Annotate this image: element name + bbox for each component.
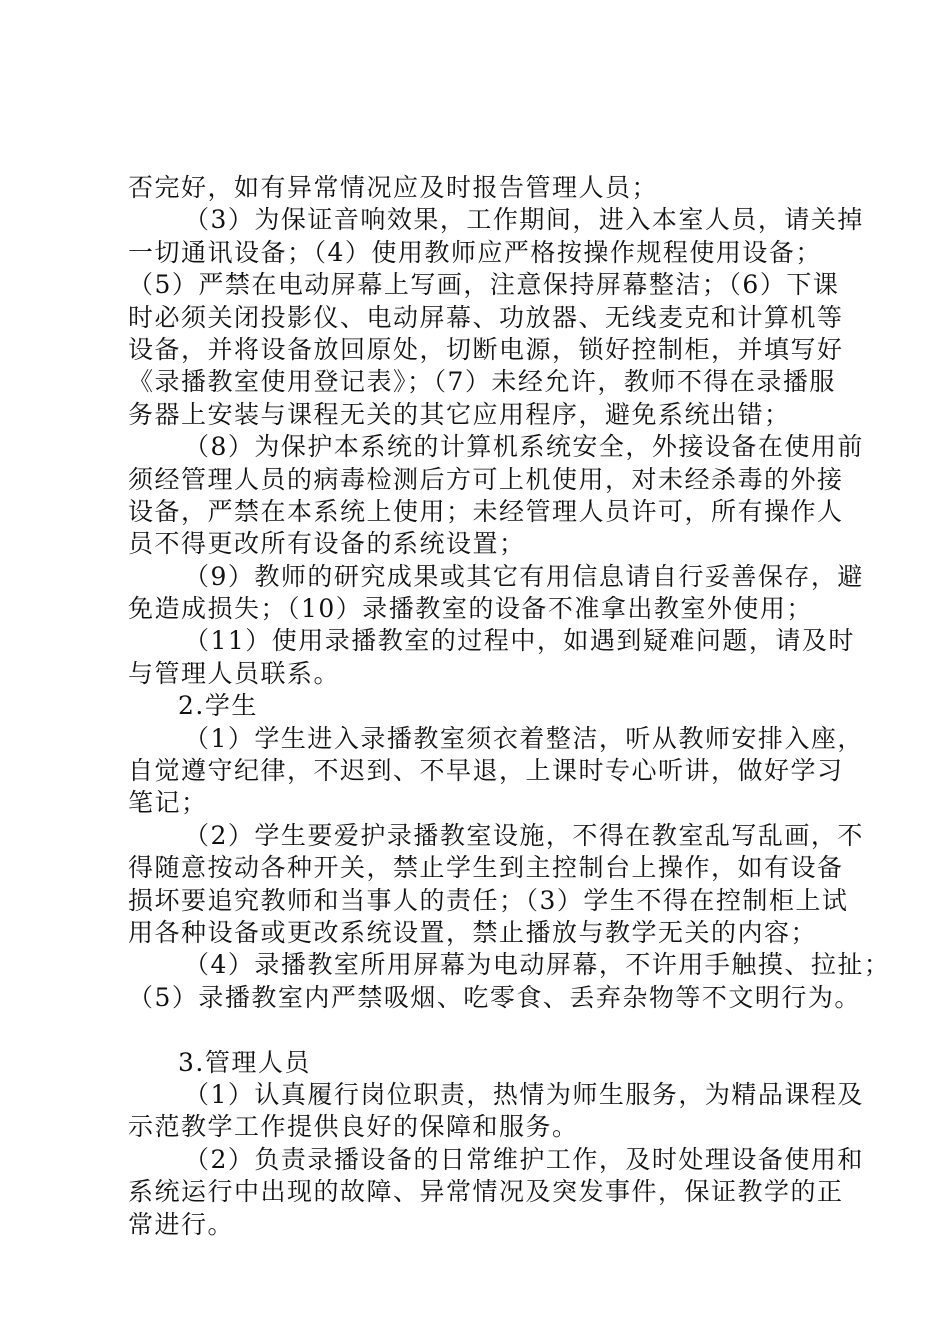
paragraph-line: 笔记；: [128, 788, 208, 818]
paragraph-line: （9）教师的研究成果或其它有用信息请自行妥善保存，避: [184, 561, 864, 591]
paragraph-line: 设备，并将设备放回原处，切断电源，锁好控制柜，并填写好: [128, 334, 844, 364]
paragraph-line: （3）为保证音响效果，工作期间，进入本室人员，请关掉: [184, 205, 864, 235]
paragraph-line: （5）录播教室内严禁吸烟、吃零食、丢弃杂物等不文明行为。: [128, 982, 861, 1012]
paragraph-line: 《录播教室使用登记表》；（7）未经允许，教师不得在录播服: [128, 367, 836, 397]
paragraph-line: 须经管理人员的病毒检测后方可上机使用，对未经杀毒的外接: [128, 464, 844, 494]
paragraph-line: 示范教学工作提供良好的保障和服务。: [128, 1112, 579, 1142]
paragraph-line: （1）认真履行岗位职责，热情为师生服务，为精品课程及: [184, 1079, 864, 1109]
paragraph-line: 得随意按动各种开关，禁止学生到主控制台上操作，如有设备: [128, 853, 844, 883]
paragraph-line: 系统运行中出现的故障、异常情况及突发事件，保证教学的正: [128, 1177, 844, 1207]
paragraph-line: （2）负责录播设备的日常维护工作，及时处理设备使用和: [184, 1144, 864, 1174]
paragraph-line: （4）录播教室所用屏幕为电动屏幕，不许用手触摸、拉扯；: [184, 950, 891, 980]
paragraph-line: 员不得更改所有设备的系统设置；: [128, 529, 526, 559]
paragraph-gap: [128, 1014, 828, 1046]
paragraph-line: 务器上安装与课程无关的其它应用程序，避免系统出错；: [128, 399, 791, 429]
paragraph-line: 损坏要追究教师和当事人的责任；（3）学生不得在控制柜上试: [128, 885, 849, 915]
paragraph-line: （2）学生要爱护录播教室设施，不得在教室乱写乱画，不: [184, 820, 864, 850]
paragraph-line: 否完好，如有异常情况应及时报告管理人员；: [128, 173, 659, 202]
paragraph-line: 免造成损失；（10）录播教室的设备不准拿出教室外使用；: [128, 594, 813, 624]
paragraph-line: （1）学生进入录播教室须衣着整洁，听从教师安排入座，: [184, 723, 864, 753]
document-body: [128, 172, 891, 1241]
paragraph-line: 时必须关闭投影仪、电动屏幕、功放器、无线麦克和计算机等: [128, 302, 844, 332]
section-heading-students: 2.学生: [178, 691, 258, 721]
paragraph-line: 设备，严禁在本系统上使用；未经管理人员许可，所有操作人: [128, 496, 844, 526]
paragraph-line: （11）使用录播教室的过程中，如遇到疑难问题，请及时: [184, 626, 855, 656]
paragraph-line: 常进行。: [128, 1209, 235, 1239]
paragraph-line: 与管理人员联系。: [128, 658, 341, 688]
section-heading-administrators: 3.管理人员: [178, 1047, 311, 1077]
paragraph-line: 一切通讯设备；（4）使用教师应严格按操作规程使用设备；: [128, 237, 822, 267]
paragraph-line: （8）为保护本系统的计算机系统安全，外接设备在使用前: [184, 432, 864, 462]
paragraph-line: 自觉遵守纪律，不迟到、不早退，上课时专心听讲，做好学习: [128, 756, 844, 786]
paragraph-line: （5）严禁在电动屏幕上写画，注意保持屏幕整洁；（6）下课: [128, 270, 840, 300]
paragraph-line: 用各种设备或更改系统设置，禁止播放与教学无关的内容；: [128, 917, 818, 947]
